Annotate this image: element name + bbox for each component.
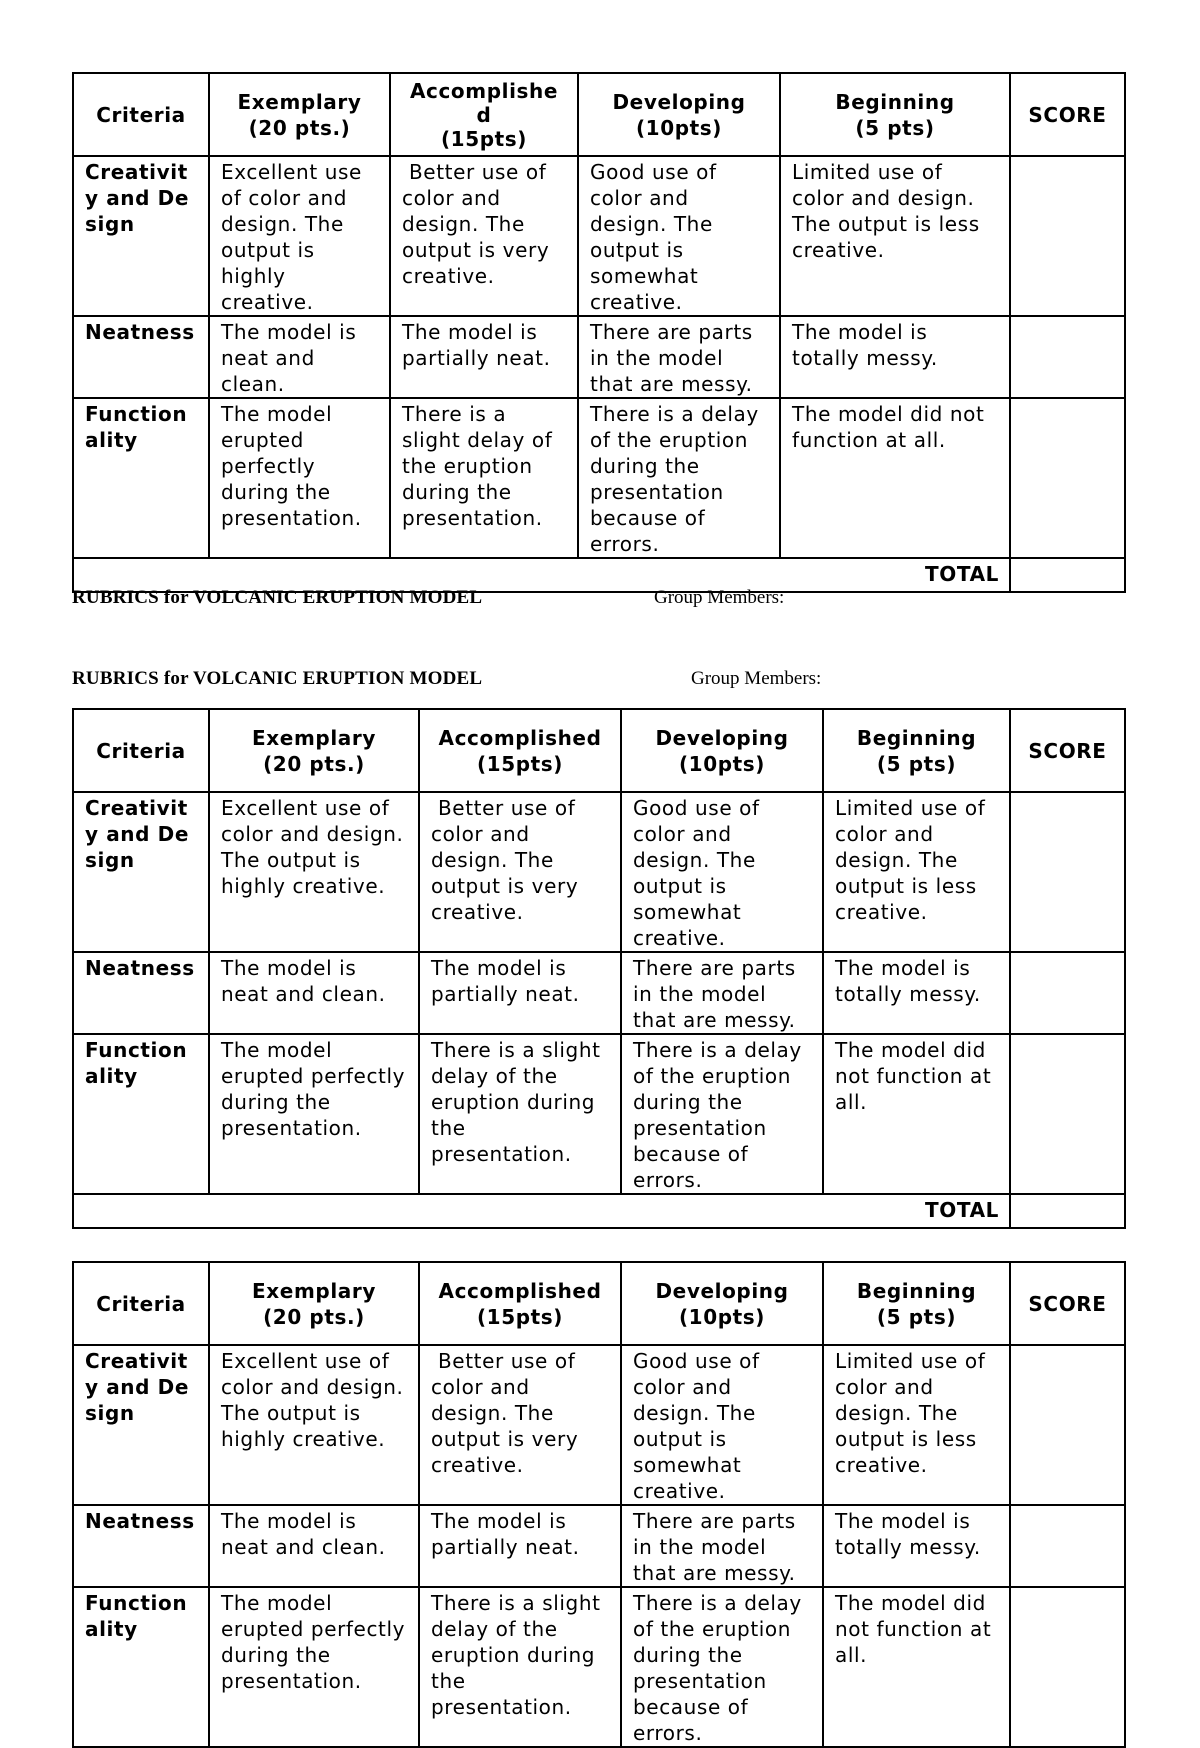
score-cell[interactable] [1010, 156, 1125, 316]
table-row [73, 1345, 1125, 1505]
header-criteria: Criteria [73, 1262, 209, 1345]
score-cell[interactable] [1010, 1034, 1125, 1194]
header-score: SCORE [1010, 1262, 1125, 1345]
criteria-cell: Creativity and Design [73, 1345, 209, 1505]
rubric-heading: RUBRICS for VOLCANIC ERUPTION MODEL [72, 668, 483, 689]
score-cell[interactable] [1010, 316, 1125, 398]
developing-cell: There is a delay of the eruption during the presentation because of errors. [578, 398, 780, 558]
score-cell[interactable] [1010, 952, 1125, 1034]
criteria-cell: Functionality [73, 1034, 209, 1194]
accomplished-cell: There is a slight delay of the eruption during the presentation. [390, 398, 578, 558]
accomplished-cell: There is a slight delay of the eruption during the presentation. [419, 1034, 621, 1194]
criteria-cell: Functionality [73, 1587, 209, 1747]
accomplished-cell: The model is partially neat. [419, 1505, 621, 1587]
criteria-cell: Creativity and Design [73, 156, 209, 316]
developing-cell: Good use of color and design. The output is somewhat creative. [621, 792, 823, 952]
developing-cell: There is a delay of the eruption during the presentation because of errors. [621, 1034, 823, 1194]
score-cell[interactable] [1010, 1505, 1125, 1587]
beginning-cell: The model did not function at all. [780, 398, 1010, 558]
accomplished-cell: The model is partially neat. [390, 316, 578, 398]
header-exemplary: Exemplary (20 pts.) [209, 709, 419, 792]
table-row [73, 1505, 1125, 1587]
group-members-label: Group Members: [654, 587, 785, 608]
header-developing: Developing (10pts) [621, 709, 823, 792]
accomplished-cell: The model is partially neat. [419, 952, 621, 1034]
total-label: TOTAL [73, 1194, 1010, 1228]
header-beginning: Beginning (5 pts) [823, 1262, 1010, 1345]
score-cell[interactable] [1010, 1587, 1125, 1747]
exemplary-cell: The model erupted perfectly during the presentation. [209, 1587, 419, 1747]
total-score-cell[interactable] [1010, 558, 1125, 592]
beginning-cell: The model is totally messy. [780, 316, 1010, 398]
developing-cell: There are parts in the model that are messy. [621, 952, 823, 1034]
beginning-cell: The model did not function at all. [823, 1587, 1010, 1747]
total-row [73, 1194, 1125, 1228]
table-row [73, 952, 1125, 1034]
exemplary-cell: The model erupted perfectly during the presentation. [209, 398, 390, 558]
header-criteria: Criteria [73, 73, 209, 156]
exemplary-cell: Excellent use of color and design. The output is highly creative. [209, 156, 390, 316]
header-developing: Developing (10pts) [621, 1262, 823, 1345]
rubric-heading: RUBRICS for VOLCANIC ERUPTION MODEL [72, 587, 483, 608]
developing-cell: Good use of color and design. The output is somewhat creative. [621, 1345, 823, 1505]
header-exemplary: Exemplary (20 pts.) [209, 73, 390, 156]
exemplary-cell: The model is neat and clean. [209, 1505, 419, 1587]
rubric-table-3 [72, 1261, 1126, 1748]
developing-cell: There are parts in the model that are messy. [621, 1505, 823, 1587]
beginning-cell: The model did not function at all. [823, 1034, 1010, 1194]
accomplished-cell: Better use of color and design. The output is very creative. [390, 156, 578, 316]
total-score-cell[interactable] [1010, 1194, 1125, 1228]
beginning-cell: The model is totally messy. [823, 1505, 1010, 1587]
exemplary-cell: The model is neat and clean. [209, 316, 390, 398]
table-row [73, 156, 1125, 316]
accomplished-cell: There is a slight delay of the eruption during the presentation. [419, 1587, 621, 1747]
criteria-cell: Neatness [73, 316, 209, 398]
developing-cell: There is a delay of the eruption during the presentation because of errors. [621, 1587, 823, 1747]
total-label: TOTAL [73, 558, 1010, 592]
table-row [73, 1034, 1125, 1194]
beginning-cell: Limited use of color and design. The output is less creative. [780, 156, 1010, 316]
exemplary-cell: The model is neat and clean. [209, 952, 419, 1034]
developing-cell: Good use of color and design. The output is somewhat creative. [578, 156, 780, 316]
rubric-table-2 [72, 708, 1126, 1229]
criteria-cell: Functionality [73, 398, 209, 558]
header-score: SCORE [1010, 709, 1125, 792]
score-cell[interactable] [1010, 792, 1125, 952]
score-cell[interactable] [1010, 1345, 1125, 1505]
header-criteria: Criteria [73, 709, 209, 792]
accomplished-cell: Better use of color and design. The output is very creative. [419, 1345, 621, 1505]
beginning-cell: Limited use of color and design. The output is less creative. [823, 792, 1010, 952]
criteria-cell: Neatness [73, 1505, 209, 1587]
rubric-table-1 [72, 72, 1126, 593]
table-row [73, 398, 1125, 558]
header-score: SCORE [1010, 73, 1125, 156]
beginning-cell: Limited use of color and design. The output is less creative. [823, 1345, 1010, 1505]
beginning-cell: The model is totally messy. [823, 952, 1010, 1034]
header-accomplished: Accomplished (15pts) [419, 709, 621, 792]
table-row [73, 316, 1125, 398]
criteria-cell: Creativity and Design [73, 792, 209, 952]
score-cell[interactable] [1010, 398, 1125, 558]
header-exemplary: Exemplary (20 pts.) [209, 1262, 419, 1345]
exemplary-cell: Excellent use of color and design. The output is highly creative. [209, 792, 419, 952]
criteria-cell: Neatness [73, 952, 209, 1034]
group-members-label: Group Members: [691, 668, 822, 689]
exemplary-cell: The model erupted perfectly during the presentation. [209, 1034, 419, 1194]
accomplished-cell: Better use of color and design. The output is very creative. [419, 792, 621, 952]
header-accomplished: Accomplishe d (15pts) [390, 73, 578, 156]
header-developing: Developing (10pts) [578, 73, 780, 156]
header-accomplished: Accomplished (15pts) [419, 1262, 621, 1345]
header-beginning: Beginning (5 pts) [823, 709, 1010, 792]
table-row [73, 1587, 1125, 1747]
developing-cell: There are parts in the model that are messy. [578, 316, 780, 398]
table-row [73, 792, 1125, 952]
header-beginning: Beginning (5 pts) [780, 73, 1010, 156]
exemplary-cell: Excellent use of color and design. The output is highly creative. [209, 1345, 419, 1505]
